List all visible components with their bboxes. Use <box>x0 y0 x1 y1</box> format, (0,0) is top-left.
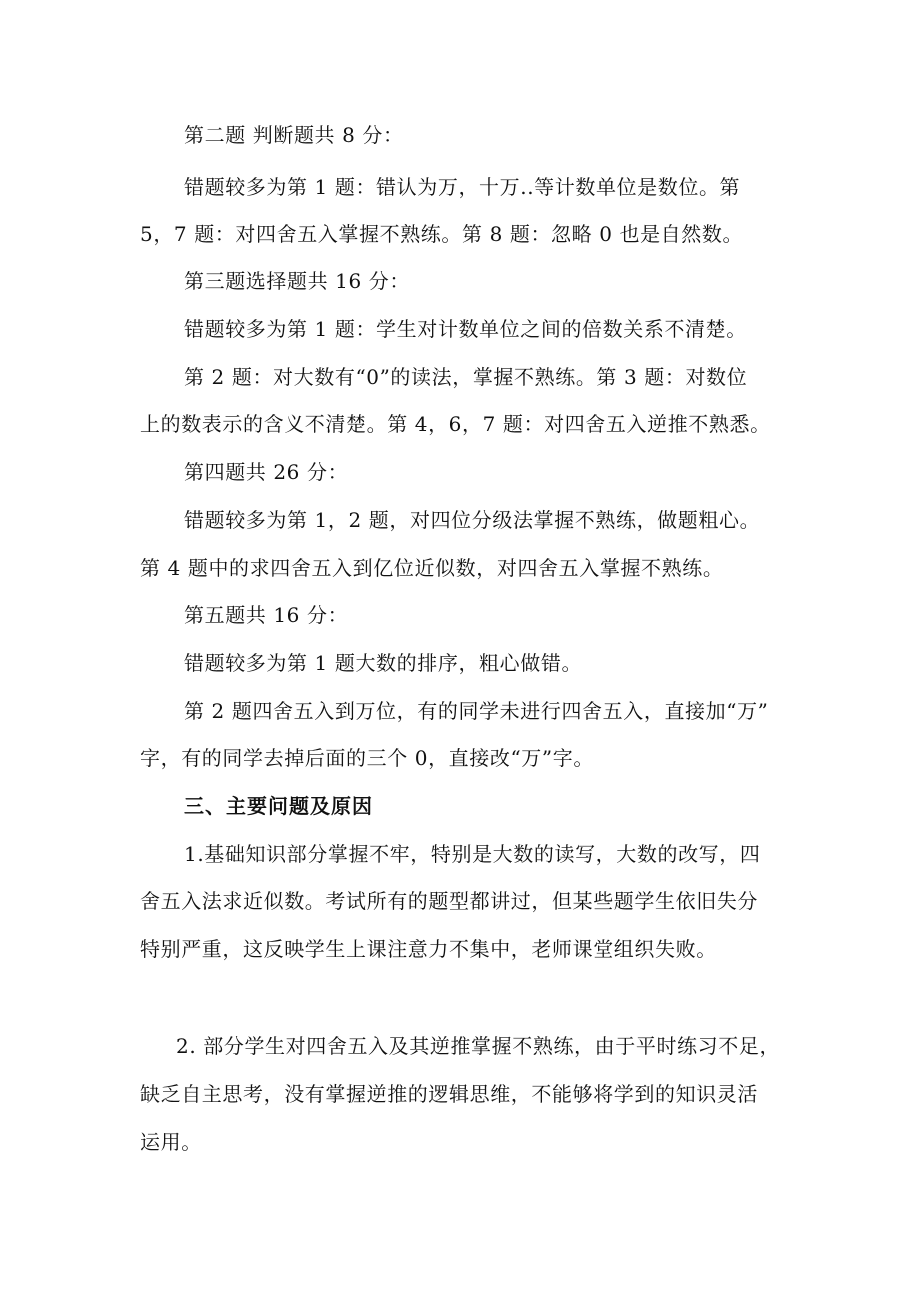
paragraph-line: 2. 部分学生对四舍五入及其逆推掌握不熟练，由于平时练习不足， <box>176 1034 781 1058</box>
section-heading: 三、主要问题及原因 <box>184 794 373 818</box>
paragraph-line: 舍五入法求近似数。考试所有的题型都讲过，但某些题学生依旧失分 <box>140 889 758 913</box>
paragraph-line: 1.基础知识部分掌握不牢，特别是大数的读写，大数的改写，四 <box>184 842 761 866</box>
paragraph-line: 第五题共 16 分： <box>184 603 349 627</box>
paragraph-line: 上的数表示的含义不清楚。第 4，6，7 题：对四舍五入逆推不熟悉。 <box>140 412 771 436</box>
paragraph-line: 第 4 题中的求四舍五入到亿位近似数，对四舍五入掌握不熟练。 <box>140 556 724 580</box>
paragraph-line: 第 2 题四舍五入到万位，有的同学未进行四舍五入，直接加“万” <box>184 699 769 723</box>
paragraph-line: 错题较多为第 1 题大数的排序，粗心做错。 <box>184 651 583 675</box>
paragraph-line: 第 2 题：对大数有“0”的读法，掌握不熟练。第 3 题：对数位 <box>184 365 748 389</box>
paragraph-line: 第四题共 26 分： <box>184 460 349 484</box>
paragraph-line: 缺乏自主思考，没有掌握逆推的逻辑思维，不能够将学到的知识灵活 <box>140 1082 758 1106</box>
paragraph-line: 第三题选择题共 16 分： <box>184 269 410 293</box>
paragraph-line: 5，7 题：对四舍五入掌握不熟练。第 8 题：忽略 0 也是自然数。 <box>140 222 744 246</box>
paragraph-line: 第二题 判断题共 8 分： <box>184 123 404 147</box>
paragraph-line: 错题较多为第 1 题：错认为万，十万..等计数单位是数位。第 <box>184 175 741 199</box>
paragraph-line: 错题较多为第 1 题：学生对计数单位之间的倍数关系不清楚。 <box>184 317 747 341</box>
paragraph-line: 运用。 <box>140 1130 202 1154</box>
paragraph-line: 错题较多为第 1，2 题，对四位分级法掌握不熟练，做题粗心。 <box>184 508 761 532</box>
paragraph-line: 字，有的同学去掉后面的三个 0，直接改“万”字。 <box>140 746 594 770</box>
paragraph-line: 特别严重，这反映学生上课注意力不集中，老师课堂组织失败。 <box>140 937 717 961</box>
